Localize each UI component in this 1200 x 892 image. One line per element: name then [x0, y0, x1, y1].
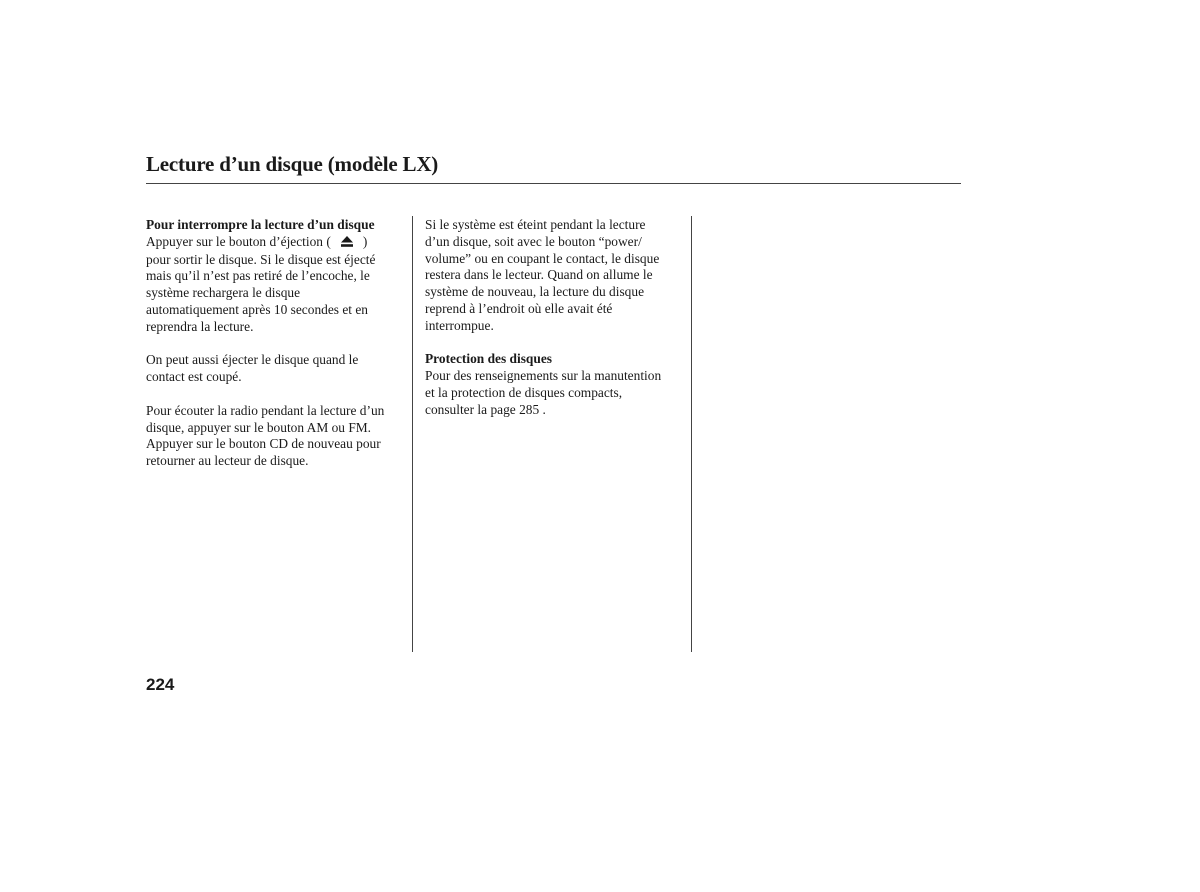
title-rule — [146, 183, 961, 184]
text-line: mais qu’il n’est pas retiré de l’encoche, le — [146, 268, 370, 284]
paragraph-power-off — [425, 217, 687, 335]
text-line: automatiquement après 10 secondes et en — [146, 301, 368, 317]
paragraph-radio — [146, 403, 408, 470]
text-line: Si le système est éteint pendant la lecture — [425, 217, 646, 232]
right-column — [425, 217, 687, 435]
text-line: On peut aussi éjecter le disque quand le — [146, 352, 359, 368]
text-line: contact est coupé. — [146, 369, 242, 385]
text-line: Appuyer sur le bouton CD de nouveau pour — [146, 436, 381, 452]
text-line: reprendra la lecture. — [146, 318, 254, 334]
text-fragment: Appuyer sur le bouton d’éjection ( — [146, 233, 331, 249]
text-line: pour sortir le disque. Si le disque est éjecté — [146, 251, 376, 267]
text-line: reprend à l’endroit où elle avait été — [425, 300, 613, 316]
text-line: système de nouveau, la lecture du disque — [425, 284, 645, 300]
paragraph-eject-ignition-off — [146, 352, 408, 386]
eject-icon — [341, 235, 353, 252]
text-line: système rechargera le disque — [146, 285, 301, 301]
paragraph-eject — [146, 234, 408, 336]
page-number: 224 — [146, 675, 175, 694]
text-line: restera dans le lecteur. Quand on allume le — [425, 267, 653, 283]
text-fragment: ) — [362, 233, 368, 249]
text-line — [146, 234, 408, 252]
text-line: d’un disque, soit avec le bouton “power/ — [425, 233, 642, 249]
text-line: et la protection de disques compacts, — [425, 384, 623, 400]
text-line: retourner au lecteur de disque. — [146, 453, 309, 469]
text-line: interrompue. — [425, 317, 494, 333]
section-heading-disc-protection: Protection des disques — [425, 351, 552, 367]
page-title: Lecture d’un disque (modèle LX) — [146, 152, 439, 176]
paragraph-disc-protection — [425, 368, 687, 418]
text-line: disque, appuyer sur le bouton AM ou FM. — [146, 419, 372, 435]
text-line: volume” ou en coupant le contact, le disque — [425, 250, 660, 266]
section-heading-stop-disc: Pour interrompre la lecture d’un disque — [146, 217, 375, 232]
left-column — [146, 217, 408, 487]
text-line: consulter la page 285 . — [425, 401, 546, 417]
text-line: Pour écouter la radio pendant la lecture d’un — [146, 402, 385, 418]
text-line: Pour des renseignements sur la manutention — [425, 368, 662, 384]
column-divider — [691, 216, 692, 652]
column-divider — [412, 216, 413, 652]
